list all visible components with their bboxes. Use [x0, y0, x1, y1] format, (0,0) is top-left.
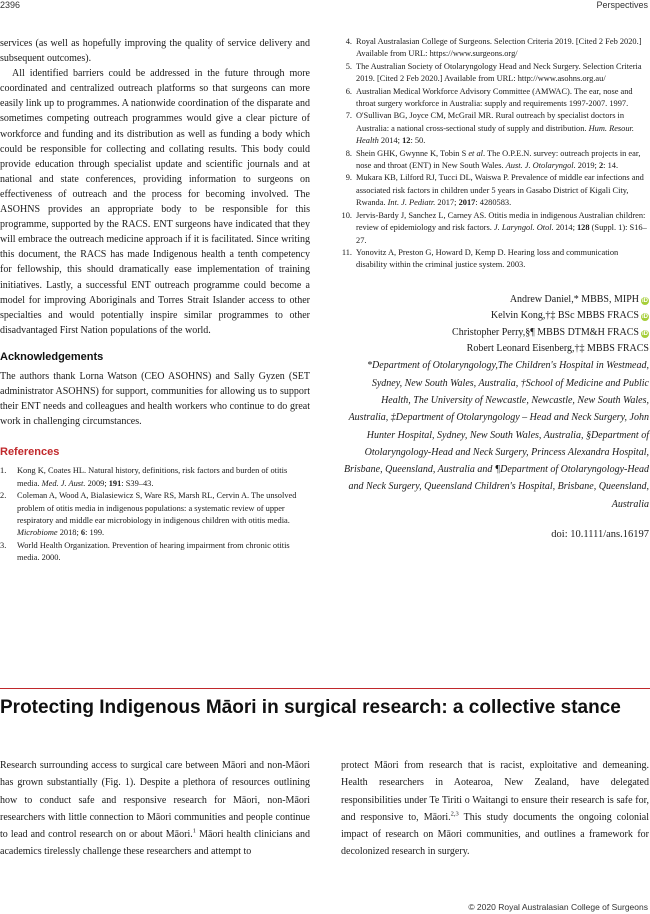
orcid-icon[interactable]: iD	[642, 297, 648, 304]
reference-journal: Microbiome	[17, 528, 58, 538]
reference-volume: 2	[598, 161, 604, 171]
reference-pages: : 50.	[410, 136, 426, 146]
reference-year: 2014;	[378, 136, 403, 146]
article-left-column	[0, 757, 310, 861]
article-paragraph	[341, 757, 649, 861]
reference-text: Jervis-Bardy J, Sanchez L, Carney AS. Otitis media in indigenous Australian children: review of epidemiology and risk factors.	[356, 210, 646, 233]
running-header	[0, 0, 650, 12]
reference-text: Yonovitz A, Preston G, Howard D, Kemp D. Hearing loss and communication disability within the criminal justice system. 2003.	[356, 247, 619, 270]
reference-item	[341, 86, 649, 111]
reference-item	[341, 36, 649, 61]
reference-item	[0, 540, 310, 565]
reference-item	[0, 490, 310, 540]
reference-journal: Med. J. Aust.	[41, 478, 86, 488]
reference-pages: : 14.	[603, 161, 619, 171]
doi: doi: 10.1111/ans.16197	[551, 529, 649, 541]
reference-number: 6.	[345, 86, 352, 96]
author-list	[341, 292, 649, 358]
reference-number: 4.	[345, 37, 352, 46]
reference-item	[0, 465, 310, 490]
reference-year: 2018;	[57, 528, 81, 538]
author-line	[341, 325, 649, 341]
acknowledgements-text: The authors thank Lorna Watson (CEO ASOHNS) and Sally Gyzen (SET administrator ASOHNS) for support, communities for allowing us to support their ENT needs and colleagues and health workers who continue to do great work in challenging circumstances.	[0, 370, 310, 428]
reference-pages: (Suppl. 1): S16–27.	[356, 223, 647, 245]
reference-volume: 6	[80, 528, 86, 538]
reference-year: 2019;	[575, 161, 599, 171]
copyright-footer: © 2020 Royal Australasian College of Surgeons	[468, 902, 648, 912]
reference-text: The Australian Society of Otolaryngology Head and Neck Surgery. Selection Criteria 2019. [Cited 2 Feb 2020.] Available from URL: http://www.asohns.org.au/	[356, 61, 642, 84]
reference-item	[341, 247, 649, 272]
article-text: This study documents the ongoing colonial impact of research on Māori communities, and outlines a framework for decolonized research in surgery.	[341, 811, 649, 858]
reference-list	[341, 36, 649, 272]
reference-text: Royal Australasian College of Surgeons. Selection Criteria 2019. [Cited 2 Feb 2020.] Available from URL: https://www.surgeons.org/	[356, 37, 642, 59]
reference-text: Kong K, Coates HL. Natural history, definitions, risk factors and burden of otitis media.	[17, 466, 288, 488]
reference-item	[341, 110, 649, 147]
reference-number: 7.	[345, 111, 352, 121]
reference-journal: Int. J. Pediatr.	[387, 198, 436, 208]
reference-number: 2.	[0, 491, 7, 501]
reference-number: 9.	[345, 173, 352, 183]
reference-list	[0, 465, 310, 564]
reference-item	[341, 210, 649, 247]
reference-number: 10.	[341, 210, 352, 220]
author-name: Christopher Perry,§¶ MBBS DTM&H FRACS	[452, 326, 639, 338]
reference-year: 2014;	[553, 223, 577, 233]
right-column	[341, 36, 649, 540]
reference-pages: : 4280583.	[475, 198, 512, 208]
reference-text: World Health Organization. Prevention of hearing impairment from chronic otitis media. 2000.	[17, 540, 290, 563]
reference-text: Coleman A, Wood A, Bialasiewicz S, Ware RS, Marsh RL, Cervin A. The unsolved problem of otitis media in indigenous populations: a systematic review of upper respiratory and middle ear microbiology in indigenous children with otitis media.	[17, 491, 297, 526]
reference-item	[341, 172, 649, 209]
reference-pages: : S39–43.	[121, 478, 154, 488]
reference-item	[341, 61, 649, 86]
citation-superscript: 2,3	[450, 810, 459, 818]
body-paragraph: All identified barriers could be addressed in the future through more coordinated and centralized outreach platforms so that surgeons can more easily link up to programmes. A nationwide coordination of the disparate and sometimes competing outreach programmes would give a clear picture of workforce and funding and its distribution as well as funding a body which could be responsible for collecting and collating results. This body could provide education through specialist update and scientific journals and at national and state conferences, providing information to surgeons on effectiveness of outreach and the process for becoming involved. The ASOHNS provides an appropriate body to be responsible for this programme, supported by the RACS. ENT surgeons have indicated that they will embrace the outreach medicine approach if it is facilitated. Since writing this document, the RACS has made Indigenous health a tenth competency for fellowship, this should dramatically ease implementation of training initiatives. Lastly, a successful ENT outreach programme could become a model for improving Aboriginals and Torres Strait Islander access to other specialties and would potentially inspire similar programmes to other disadvantaged First Nation populations of the world.	[0, 68, 310, 336]
reference-text: Shein GHK, Gwynne K, Tobin S	[356, 148, 469, 158]
reference-volume: 128	[576, 223, 590, 233]
article-text: protect Māori from research that is racist, exploitative and demeaning. Health researchers in Aotearoa, New Zealand, have delegated responsibilities under Te Tiriti o Waitangi to ensure their research is safe for, and responsive to, Māori.	[341, 760, 649, 823]
author-name: Robert Leonard Eisenberg,†‡ MBBS FRACS	[466, 342, 649, 354]
reference-number: 1.	[0, 466, 7, 476]
orcid-icon[interactable]: iD	[642, 330, 648, 337]
author-name: Andrew Daniel,* MBBS, MIPH	[509, 293, 639, 305]
reference-number: 11.	[341, 247, 352, 257]
article-title: Protecting Indigenous Māori in surgical research: a collective stance	[0, 697, 621, 718]
reference-text: Australian Medical Workforce Advisory Committee (AMWAC). The ear, nose and throat surgery workforce in Australia: supply and requirements 1997-2007. 1997.	[356, 86, 633, 109]
author-name: Kelvin Kong,†‡ BSc MBBS FRACS	[490, 310, 639, 322]
reference-number: 5.	[345, 61, 352, 71]
reference-text: . The O.P.E.N. survey: outreach projects in ear, nose and throat (ENT) in New South Wales.	[356, 148, 641, 171]
author-line	[341, 341, 649, 357]
article-text: Research surrounding access to surgical care between Māori and non-Māori has grown substantially (Fig. 1). Despite a plethora of resources outlining how to conduct safe and responsive research for Māori, non-Māori researchers with little connection to Māori communities and people continue to lead and control research on or about Māori.	[0, 760, 310, 841]
article-text: Māori health clinicians and academics tirelessly challenge these researchers and attempt to	[0, 829, 310, 858]
acknowledgements-heading: Acknowledgements	[0, 350, 104, 363]
reference-text: O'Sullivan BG, Joyce CM, McGrail MR. Rural outreach by specialist doctors in Australia: a national cross-sectional study of supply and distribution.	[356, 111, 625, 133]
reference-journal: Hum. Resour. Health	[356, 123, 634, 146]
reference-text: Mukara KB, Lilford RJ, Tucci DL, Waiswa P. Prevalence of middle ear infections and associated risk factors in children under 5 years in Gasabo District of Kigali City, Rwanda.	[356, 173, 644, 208]
reference-etal: et al	[468, 148, 483, 158]
reference-year: 2009;	[85, 478, 109, 488]
reference-item	[341, 148, 649, 173]
section-label: Perspectives	[596, 0, 648, 10]
reference-pages: : 199.	[85, 528, 105, 538]
reference-journal: J. Laryngol. Otol.	[493, 223, 554, 233]
article-paragraph	[0, 757, 310, 861]
reference-volume: 2017	[458, 198, 476, 208]
references-heading: References	[0, 446, 60, 459]
citation-superscript: 1	[192, 827, 196, 835]
page-number: 2396	[0, 0, 21, 10]
article-right-column	[341, 757, 649, 861]
reference-number: 3.	[0, 540, 7, 550]
reference-number: 8.	[345, 148, 352, 158]
reference-journal: Aust. J. Otolaryngol.	[505, 161, 576, 171]
reference-year: 2017;	[435, 198, 459, 208]
left-column	[0, 36, 310, 565]
body-paragraph: services (as well as hopefully improving the quality of service delivery and subsequent outcomes).	[0, 38, 310, 65]
section-divider	[0, 688, 650, 689]
reference-volume: 191	[108, 478, 122, 488]
affiliations: *Department of Otolaryngology,The Children's Hospital in Westmead, Sydney, New South Wales, Australia, †School of Medicine and Public Health, The University of Newcastle, Newcastle, New South Wales, Australia, ‡Department of Otolaryngology – Head and Neck Surgery, John Hunter Hospital, Sydney, New South Wales, Australia, §Department of Otolaryngology-Head and Neck Surgery, Princess Alexandra Hospital, Brisbane, Queensland, Australia and ¶Department of Otolaryngology-Head and Neck Surgery, Queensland Children's Hospital, Brisbane, Queensland, Australia	[343, 360, 649, 510]
orcid-icon[interactable]: iD	[642, 314, 648, 321]
reference-volume: 12	[402, 136, 411, 146]
author-line	[341, 308, 649, 324]
author-line	[341, 292, 649, 308]
